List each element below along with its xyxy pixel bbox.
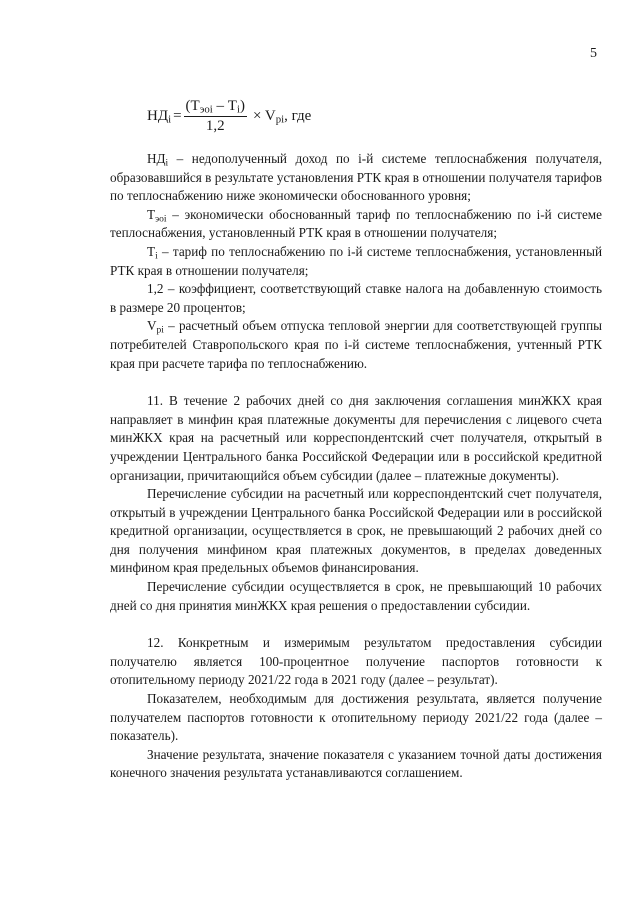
def-ti-text: – тариф по теплоснабжению по i-й системе теплоснабжения, установленный РТК края в отношении получателя; bbox=[110, 243, 602, 278]
formula-times-v: × V bbox=[252, 108, 276, 124]
formula-equals: = bbox=[173, 108, 182, 124]
formula-denominator: 1,2 bbox=[205, 118, 225, 134]
paragraph-11-term: Перечисление субсидии осуществляется в срок, не превышающий 10 рабочих дней со дня принятия минЖКХ края решения о предоставлении субсидии. bbox=[110, 579, 602, 613]
def-v-sub: pi bbox=[156, 325, 164, 336]
num-open: (Т bbox=[185, 98, 200, 114]
formula-times bbox=[253, 108, 311, 125]
formula-lhs-symbol: НД bbox=[147, 108, 169, 124]
paragraph-12-indicator: Показателем, необходимым для достижения результата, является получение получателем паспортов готовности к отопительному периоду 2021/22 года (далее – показатель). bbox=[110, 691, 602, 744]
def-teo-text: – экономически обоснованный тариф по теплоснабжению по i-й системе теплоснабжения, установленный РТК края в отношении получателя; bbox=[110, 206, 602, 241]
def-nd bbox=[110, 150, 602, 206]
def-ti-sym: Т bbox=[147, 243, 156, 259]
paragraph-11: 11. В течение 2 рабочих дней со дня заключения соглашения минЖКХ края направляет в минфин края платежные документы для перечисления с лицевого счета минЖКХ края на расчетный или корреспондентский счет получателя, открытый в учреждении Центрального банка Российской Федерации или в российской кредитной организации, причитающийся объем субсидии (далее – платежные документы). bbox=[110, 393, 602, 483]
def-v-sym: V bbox=[147, 318, 157, 334]
def-nd-sub: i bbox=[165, 158, 169, 169]
def-teo-sub: эоi bbox=[155, 214, 167, 225]
def-v bbox=[110, 317, 602, 373]
formula-lhs bbox=[147, 108, 171, 125]
document-body bbox=[110, 150, 602, 783]
formula bbox=[147, 98, 311, 135]
formula-fraction bbox=[184, 98, 247, 135]
num-sub2: i bbox=[236, 103, 240, 116]
def-teo-sym: Т bbox=[147, 206, 156, 222]
formula-v-sub: pi bbox=[275, 113, 285, 126]
formula-numerator bbox=[184, 98, 247, 117]
formula-lhs-sub: i bbox=[168, 113, 172, 126]
page-number: 5 bbox=[590, 46, 597, 61]
formula-tail: , где bbox=[284, 108, 312, 124]
def-nd-sym: НД bbox=[147, 151, 166, 166]
paragraph-12-values: Значение результата, значение показателя с указанием точной даты достижения конечного значения результата устанавливаются соглашением. bbox=[110, 746, 602, 781]
paragraph-12: 12. Конкретным и измеримым результатом предоставления субсидии получателю является 100-процентное получение паспортов готовности к отопительному периоду 2021/22 года в 2021 году (далее – результат). bbox=[110, 635, 602, 688]
def-v-text: – расчетный объем отпуска тепловой энергии для соответствующей группы потребителей Ставропольского края по i-й системе теплоснабжения, учтенный РТК края при расчете тарифа по теплоснабжению. bbox=[110, 318, 602, 371]
def-ti-sub: i bbox=[155, 251, 158, 262]
num-sub1: эоi bbox=[199, 103, 213, 116]
def-k: 1,2 – коэффициент, соответствующий ставке налога на добавленную стоимость в размере 20 процентов; bbox=[110, 281, 602, 315]
paragraph-11-transfer: Перечисление субсидии на расчетный или корреспондентский счет получателя, открытый в учреждении Центрального банка Российской Федерации или в российской кредитной организации, осуществляется в срок, не превышающий 2 рабочих дней со дня получения минфином края платежных документов, в пределах доведенных минфином края предельных объемов финансирования. bbox=[110, 486, 602, 576]
def-nd-text: – недополученный доход по i-й системе теплоснабжения получателя, образовавшийся в результате установления РТК края в отношении получателя тарифов по теплоснабжению ниже экономически обоснованного уровня; bbox=[110, 151, 602, 204]
num-close: ) bbox=[239, 98, 245, 114]
def-teo bbox=[110, 206, 602, 243]
num-mid: – Т bbox=[212, 98, 237, 114]
def-ti bbox=[110, 243, 602, 280]
